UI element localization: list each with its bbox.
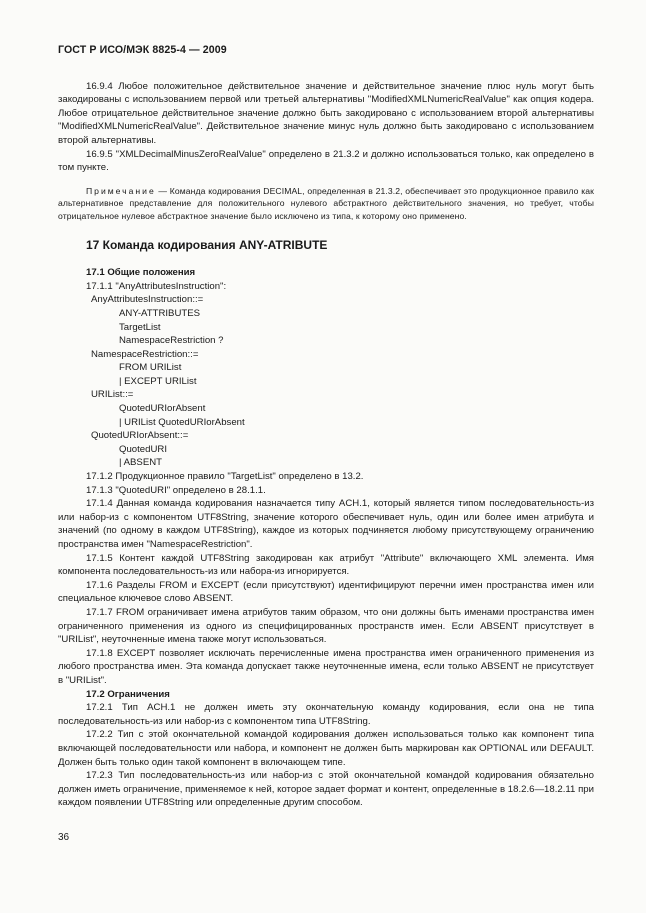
paragraph-17-1-8: 17.1.8 EXCEPT позволяет исключать перечисленные имена пространства имен ограниченного применения из любого пространства имен. Эта команда допускает также неуточненные имена, если только ABSENT не присутствует в "URIList". xyxy=(58,647,594,686)
paragraph-16-9-4: 16.9.4 Любое положительное действительное значение и действительное значение плюс нуль могут быть закодированы с использованием первой или третьей альтернативы "ModifiedXMLNumericRealValue" как опция кодера. Любое отрицательное действительное значение должно быть закодировано с использованием второй альтернативы "ModifiedXMLNumericRealValue". Действительное значение минус нуль должно быть закодировано с использованием второй альтернативы. xyxy=(58,80,594,146)
paragraph-17-1-6: 17.1.6 Разделы FROM и EXCEPT (если присутствуют) идентифицируют перечни имен пространства имен или специальное ключевое слово ABSENT. xyxy=(58,579,594,605)
paragraph-17-2-2: 17.2.2 Тип с этой окончательной командой кодирования должен использоваться только как компонент типа включающей последовательности или набора, и компонент не должен быть маркирован как OPTIONAL или DEFAULT. Должен быть только один такой компонент в включающем типе. xyxy=(58,729,594,768)
paragraph-17-1-4: 17.1.4 Данная команда кодирования назначается типу ACH.1, который является типом последовательность-из или набор-из с компонентом UTF8String, значение которого обеспечивает нуль, один или более имен атрибута и значений (по одному в каждом UTF8String), каждое из которых подчиняется любому присутствующему ограничению пространства имен "NamespaceRestriction". xyxy=(58,498,594,550)
grammar-code-block xyxy=(58,293,594,470)
standard-header: ГОСТ Р ИСО/МЭК 8825-4 — 2009 xyxy=(58,44,227,56)
grammar-line: QuotedURI xyxy=(119,443,167,455)
page-number: 36 xyxy=(58,832,70,843)
grammar-line: FROM URIList xyxy=(119,362,182,374)
grammar-line: | EXCEPT URIList xyxy=(119,375,197,387)
subsection-17-1-heading: 17.1 Общие положения xyxy=(86,267,196,279)
paragraph-17-2-1: 17.2.1 Тип ACH.1 не должен иметь эту окончательную команду кодирования, если она не типа последовательность-из или набор-из с компонентом типа UTF8String. xyxy=(58,702,594,727)
subsection-17-2-heading: 17.2 Ограничения xyxy=(86,688,170,700)
grammar-line: ANY-ATTRIBUTES xyxy=(119,307,201,319)
grammar-line: QuotedURIorAbsent::= xyxy=(91,430,189,442)
paragraph-17-1-5: 17.1.5 Контент каждой UTF8String закодирован как атрибут "Attribute" включающего XML элемента. Имя компонента последовательность-из или набора-из игнорируется. xyxy=(58,552,594,578)
paragraph-17-2-3: 17.2.3 Тип последовательность-из или набор-из с этой окончательной командой кодирования обязательно должен иметь ограничение, применяемое к ней, которое задает формат и контент, определенные в 18.2.6—18.2.11 при каждом появлении UTF8String или определенные другим способом. xyxy=(58,770,594,809)
grammar-line: | URIList QuotedURIorAbsent xyxy=(119,416,245,428)
paragraph-16-9-5: 16.9.5 "XMLDecimalMinusZeroRealValue" определено в 21.3.2 и должно использоваться только, как определено в том пункте. xyxy=(58,148,594,174)
note-label: Примечание xyxy=(86,185,156,196)
paragraph-17-1-7: 17.1.7 FROM ограничивает имена атрибутов таким образом, что они должны быть именами пространства имен ограниченного применения из одного из специфицированных пространств имен. Если ABSENT присутствует в "URIList", неуточненные имена также могут использоваться. xyxy=(58,606,594,646)
grammar-line: | ABSENT xyxy=(119,457,163,469)
grammar-line: NamespaceRestriction ? xyxy=(119,335,224,347)
paragraph-17-1-3: 17.1.3 "QuotedURI" определено в 28.1.1. xyxy=(86,484,266,496)
note-text: — Команда кодирования DECIMAL, определенная в 21.3.2, обеспечивает это продукционное правило как альтернативное представление для положительного нулевого абстрактного действительного значения, но требует, чтобы отрицательное нулевое абстрактное значение было исключено из типа, к которому оно применено. xyxy=(58,185,594,221)
section-17-heading: 17 Команда кодирования ANY-ATRIBUTE xyxy=(86,237,328,252)
note-block xyxy=(58,185,594,223)
grammar-line: NamespaceRestriction::= xyxy=(91,348,199,360)
paragraph-17-1-1: 17.1.1 "AnyAttributesInstruction": xyxy=(86,280,227,292)
grammar-line: TargetList xyxy=(119,321,161,333)
grammar-line: URIList::= xyxy=(91,389,134,401)
grammar-line: QuotedURIorAbsent xyxy=(119,403,206,415)
document-page xyxy=(58,44,594,810)
grammar-line: AnyAttributesInstruction::= xyxy=(91,294,204,306)
paragraph-17-1-2: 17.1.2 Продукционное правило "TargetList" определено в 13.2. xyxy=(86,471,364,483)
